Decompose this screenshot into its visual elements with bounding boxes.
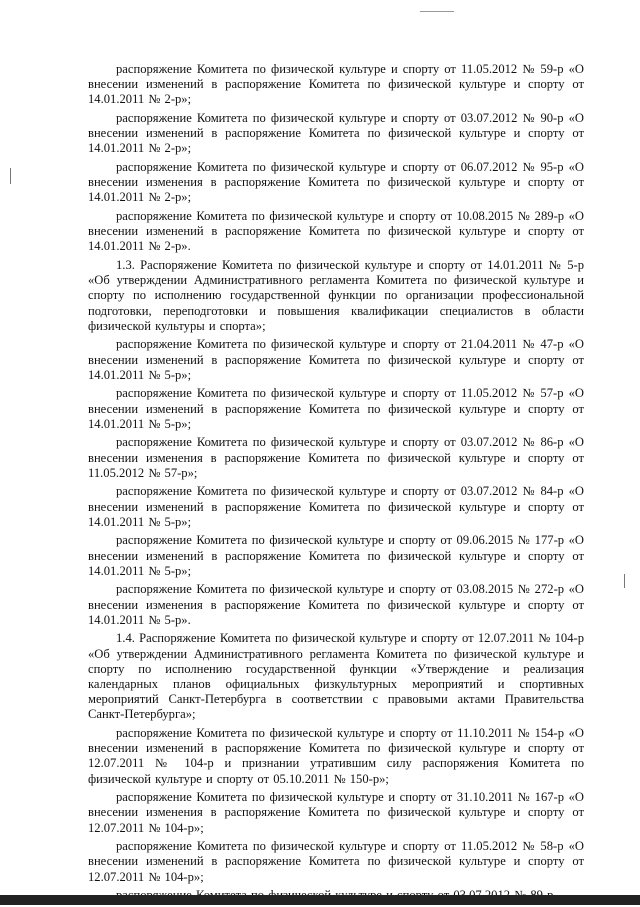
paragraph: 1.3. Распоряжение Комитета по физической культуре и спорту от 14.01.2011 № 5-р «Об утверждении Административного регламента Комитета по физической культуре и спорту по исполнению государственной функции по организации профессиональной подготовки, переподготовки и повышения квалификации специалистов в области физической культуры и спорта»; — [88, 258, 584, 333]
scan-edge-mark — [624, 574, 625, 588]
paragraph: распоряжение Комитета по физической культуре и спорту от 09.06.2015 № 177-р «О внесении изменений в распоряжение Комитета по физической культуре и спорту от 14.01.2011 № 5-р»; — [88, 533, 584, 578]
paragraph: распоряжение Комитета по физической культуре и спорту от 21.04.2011 № 47-р «О внесении изменений в распоряжение Комитета по физической культуре и спорту от 14.01.2011 № 5-р»; — [88, 337, 584, 382]
scan-bottom-border — [0, 895, 640, 905]
paragraph: распоряжение Комитета по физической культуре и спорту от 03.07.2012 № 86-р «О внесении изменения в распоряжение Комитета по физической культуре и спорту от 11.05.2012 № 57-р»; — [88, 435, 584, 480]
paragraph: 1.4. Распоряжение Комитета по физической культуре и спорту от 12.07.2011 № 104-р «Об утверждении Административного регламента Комитета по физической культуре и спорту по исполнению государственной функции «Утверждение и реализация календарных планов официальных физкультурных мероприятий и спортивных мероприятий Санкт-Петербурга в соответствии с правовыми актами Правительства Санкт-Петербурга»; — [88, 631, 584, 722]
scan-edge-mark — [10, 168, 11, 184]
paragraph: распоряжение Комитета по физической культуре и спорту от 11.05.2012 № 58-р «О внесении изменений в распоряжение Комитета по физической культуре и спорту от 12.07.2011 № 104-р»; — [88, 839, 584, 884]
paragraph: распоряжение Комитета по физической культуре и спорту от 03.07.2012 № 84-р «О внесении изменений в распоряжение Комитета по физической культуре и спорту от 14.01.2011 № 5-р»; — [88, 484, 584, 529]
paragraph: распоряжение Комитета по физической культуре и спорту от 11.10.2011 № 154-р «О внесении изменений в распоряжение Комитета по физической культуре и спорту от 12.07.2011 № 104-р и признании утратившим силу распоряжения Комитета по физической культуре и спорту от 05.10.2011 № 150-р»; — [88, 726, 584, 786]
document-body — [88, 62, 584, 907]
paragraph: распоряжение Комитета по физической культуре и спорту от 11.05.2012 № 57-р «О внесении изменений в распоряжение Комитета по физической культуре и спорту от 14.01.2011 № 5-р»; — [88, 386, 584, 431]
paragraph: распоряжение Комитета по физической культуре и спорту от 10.08.2015 № 289-р «О внесении изменений в распоряжение Комитета по физической культуре и спорту от 14.01.2011 № 2-р». — [88, 209, 584, 254]
paragraph: распоряжение Комитета по физической культуре и спорту от 11.05.2012 № 59-р «О внесении изменений в распоряжение Комитета по физической культуре и спорту от 14.01.2011 № 2-р»; — [88, 62, 584, 107]
paragraph: распоряжение Комитета по физической культуре и спорту от 03.07.2012 № 90-р «О внесении изменений в распоряжение Комитета по физической культуре и спорту от 14.01.2011 № 2-р»; — [88, 111, 584, 156]
scan-top-mark — [420, 11, 454, 12]
paragraph: распоряжение Комитета по физической культуре и спорту от 06.07.2012 № 95-р «О внесении изменения в распоряжение Комитета по физической культуре и спорту от 14.01.2011 № 2-р»; — [88, 160, 584, 205]
paragraph: распоряжение Комитета по физической культуре и спорту от 03.08.2015 № 272-р «О внесении изменения в распоряжение Комитета по физической культуре и спорту от 14.01.2011 № 5-р». — [88, 582, 584, 627]
paragraph: распоряжение Комитета по физической культуре и спорту от 31.10.2011 № 167-р «О внесении изменения в распоряжение Комитета по физической культуре и спорту от 12.07.2011 № 104-р»; — [88, 790, 584, 835]
